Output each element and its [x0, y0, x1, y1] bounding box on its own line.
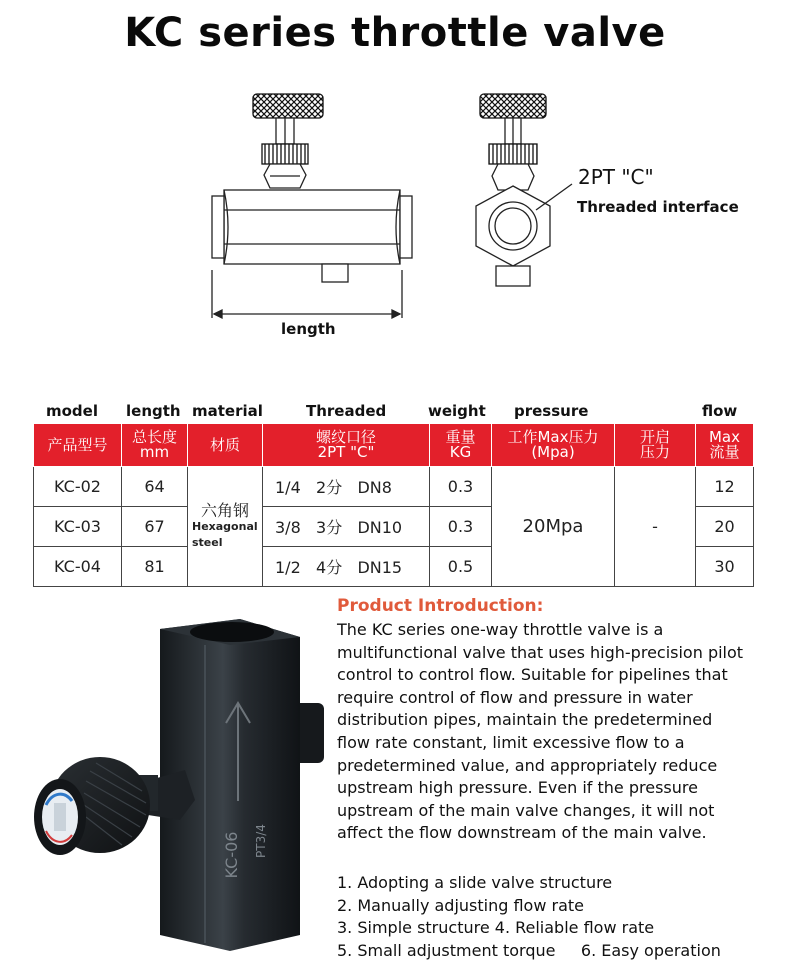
cell-model: KC-02 — [34, 467, 122, 507]
header-model: 产品型号 — [34, 424, 122, 467]
product-introduction — [337, 596, 782, 845]
intro-body: The KC series one-way throttle valve is a multifunctional valve that uses high-precision pilot control to control flow. Suitable for pipelines that require control of flow and pressure in water distribution pipes, maintain the predetermined flow rate constant, limit excessive flow to a predetermined value, and appropriately reduce upstream high pressure. Even if the pressure upstream of the main valve changes, it will not affect the flow downstream of the main valve. — [337, 620, 744, 843]
eng-header-threaded: Threaded — [306, 402, 387, 420]
list-item: 1. Adopting a slide valve structure — [337, 873, 613, 892]
cell-weight: 0.3 — [430, 467, 492, 507]
cell-thread: 1/2 4分 DN15 — [263, 547, 430, 587]
cell-model: KC-03 — [34, 507, 122, 547]
header-opening-pressure: 开启 压力 — [615, 424, 696, 467]
thread-marking: PT3/4 — [254, 824, 268, 858]
eng-header-weight: weight — [428, 402, 486, 420]
cell-material — [188, 467, 263, 587]
header-weight: 重量 KG — [430, 424, 492, 467]
eng-header-model: model — [46, 402, 98, 420]
cell-flow: 30 — [696, 547, 754, 587]
cell-length: 67 — [122, 507, 188, 547]
header-flow: Max 流量 — [696, 424, 754, 467]
eng-header-flow: flow — [702, 402, 738, 420]
list-item: 5. Small adjustment torque 6. Easy operation — [337, 940, 721, 960]
spec-table — [33, 423, 754, 587]
cell-length: 81 — [122, 547, 188, 587]
eng-header-length: length — [126, 402, 181, 420]
cell-opening-pressure: - — [615, 467, 696, 587]
eng-header-material: material — [192, 402, 263, 420]
cell-thread: 1/4 2分 DN8 — [263, 467, 430, 507]
cell-model: KC-04 — [34, 547, 122, 587]
header-pressure: 工作Max压力 (Mpa) — [492, 424, 615, 467]
english-column-headers — [0, 402, 790, 422]
feature-list — [337, 872, 721, 962]
cell-flow: 20 — [696, 507, 754, 547]
eng-header-pressure: pressure — [514, 402, 589, 420]
table-row — [34, 467, 754, 507]
intro-heading: Product Introduction: — [337, 596, 544, 616]
cell-thread: 3/8 3分 DN10 — [263, 507, 430, 547]
length-label: length — [281, 320, 336, 338]
port-caption: Threaded interface — [577, 198, 739, 216]
list-item: 3. Simple structure 4. Reliable flow rate — [337, 918, 655, 938]
header-thread: 螺纹口径 2PT "C" — [263, 424, 430, 467]
material-en-line1: Hexagonal — [192, 519, 258, 533]
cell-weight: 0.5 — [430, 547, 492, 587]
side-view-drawing — [212, 94, 412, 318]
cell-pressure: 20Mpa — [492, 467, 615, 587]
header-material: 材质 — [188, 424, 263, 467]
page-title: KC series throttle valve — [124, 10, 666, 56]
port-label: 2PT "C" — [578, 165, 654, 189]
header-length: 总长度 mm — [122, 424, 188, 467]
front-view-drawing — [476, 94, 572, 286]
material-en-line2: steel — [192, 535, 223, 549]
body-marking: KC-06 — [222, 831, 241, 879]
list-item: 2. Manually adjusting flow rate — [337, 895, 585, 915]
cell-length: 64 — [122, 467, 188, 507]
cell-flow: 12 — [696, 467, 754, 507]
product-photo — [0, 605, 330, 955]
technical-drawing — [0, 0, 790, 360]
cell-weight: 0.3 — [430, 507, 492, 547]
table-header-row — [34, 424, 754, 467]
material-zh: 六角钢 — [200, 500, 249, 520]
